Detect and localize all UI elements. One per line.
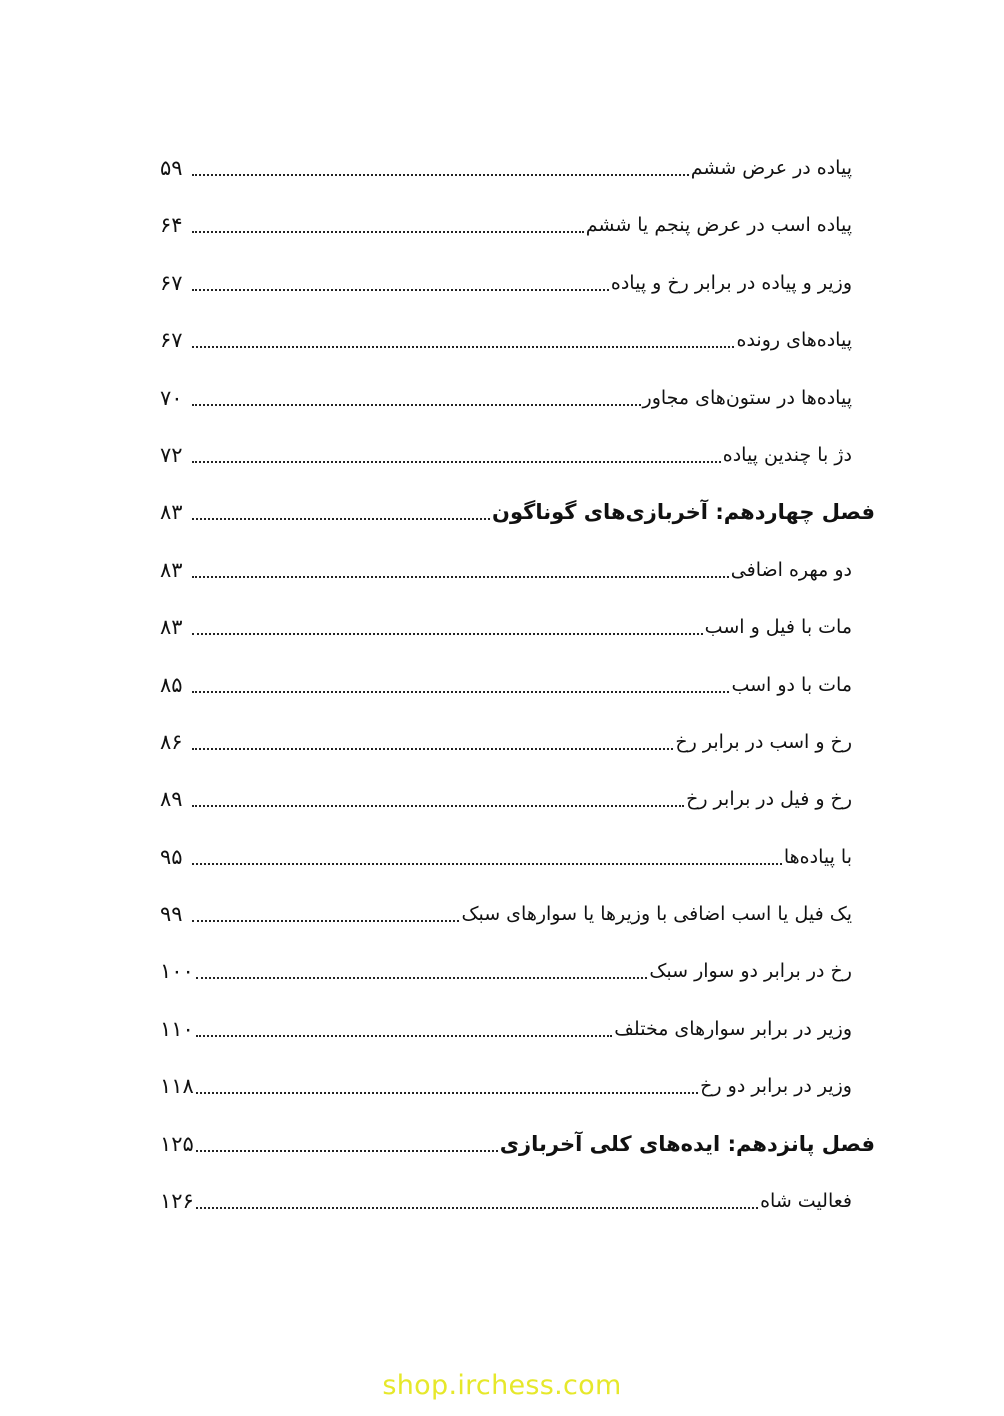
dot-leader (192, 837, 782, 877)
toc-page-number: ۸۳ (160, 557, 183, 582)
dot-leader (192, 148, 689, 188)
toc-page-number: ۱۱۸ (160, 1074, 194, 1099)
dot-leader (192, 205, 584, 245)
toc-entry[interactable] (160, 837, 875, 894)
toc-entry[interactable] (160, 665, 875, 722)
dot-leader (196, 1009, 612, 1049)
dot-leader (196, 951, 648, 991)
toc-page-number: ۸۵ (160, 672, 183, 697)
dot-leader (192, 665, 729, 705)
dot-leader (196, 1181, 758, 1221)
toc-entry[interactable] (160, 378, 875, 435)
dot-leader (192, 492, 490, 532)
toc-entry-title: با پیاده‌ها (783, 845, 852, 868)
toc-entry-title: پیاده در عرض ششم (690, 157, 852, 179)
toc-entry[interactable] (160, 779, 875, 836)
toc-entry-title: رخ و اسب در برابر رخ (675, 730, 852, 753)
dot-leader (192, 607, 703, 647)
toc-entry-title: دژ با چندین پیاده (722, 443, 852, 466)
dot-leader (192, 435, 721, 475)
toc-page-number: ۶۴ (160, 213, 183, 238)
toc-entry-title: دو مهره اضافی (730, 558, 852, 581)
dot-leader (192, 263, 609, 303)
toc-entry[interactable] (160, 722, 875, 779)
toc-entry-title: مات با فیل و اسب (704, 616, 852, 639)
toc-entry-title: پیاده‌های رونده (736, 329, 852, 352)
toc-page-number: ۱۲۵ (160, 1131, 194, 1156)
toc-entry[interactable] (160, 951, 875, 1008)
toc-page-number: ۸۶ (160, 729, 183, 754)
toc-page-number: ۷۲ (160, 442, 183, 467)
toc-entry[interactable] (160, 894, 875, 951)
toc-page-number: ۶۷ (160, 328, 183, 353)
dot-leader (192, 550, 729, 590)
toc-entry[interactable] (160, 1066, 875, 1123)
toc-entry[interactable] (160, 263, 875, 320)
toc-page-number: ۷۰ (160, 385, 183, 410)
toc-chapter-title: فصل چهاردهم: آخربازی‌های گوناگون (492, 500, 875, 525)
dot-leader (196, 1066, 698, 1106)
toc-entry-title: فعالیت شاه (760, 1190, 852, 1213)
toc-entry-title: وزیر در برابر دو رخ (700, 1075, 852, 1098)
toc-entry-title: رخ و فیل در برابر رخ (686, 788, 852, 811)
toc-entry-title: وزیر و پیاده در برابر رخ و پیاده (610, 271, 852, 294)
toc-entry[interactable] (160, 550, 875, 607)
toc-entry[interactable] (160, 320, 875, 377)
toc-entry[interactable] (160, 1009, 875, 1066)
toc-page-number: ۸۹ (160, 787, 183, 812)
toc-entry[interactable] (160, 607, 875, 664)
toc-entry[interactable] (160, 148, 875, 205)
toc-page-number: ۶۷ (160, 270, 183, 295)
toc-page-number: ۹۹ (160, 902, 183, 927)
toc-entry[interactable] (160, 205, 875, 262)
dot-leader (192, 779, 684, 819)
toc-page-number: ۵۹ (160, 156, 183, 180)
watermark-link: shop.irchess.com (382, 1370, 622, 1401)
dot-leader (192, 378, 641, 418)
toc-chapter-heading[interactable] (160, 1124, 875, 1181)
dot-leader (196, 1124, 498, 1164)
dot-leader (192, 722, 673, 762)
dot-leader (192, 320, 734, 360)
toc-entry[interactable] (160, 1181, 875, 1238)
toc-chapter-heading[interactable] (160, 492, 875, 549)
toc-page-number: ۱۲۶ (160, 1189, 194, 1214)
toc-page-number: ۸۳ (160, 615, 183, 640)
dot-leader (192, 894, 459, 934)
toc-entry[interactable] (160, 435, 875, 492)
toc-chapter-title: فصل پانزدهم: ایده‌های کلی آخربازی (499, 1131, 875, 1156)
toc-page-number: ۱۱۰ (160, 1016, 194, 1041)
toc-page-number: ۹۵ (160, 844, 183, 869)
toc-entry-title: پیاده‌ها در ستون‌های مجاور (642, 386, 852, 409)
toc-entry-title: مات با دو اسب (731, 673, 852, 696)
toc-page-number: ۱۰۰ (160, 959, 194, 984)
toc-page-number: ۸۳ (160, 500, 183, 525)
toc-entry-title: وزیر در برابر سوارهای مختلف (614, 1017, 852, 1040)
toc-entry-title: پیاده اسب در عرض پنجم یا ششم (585, 214, 852, 237)
table-of-contents (160, 148, 875, 1238)
toc-entry-title: رخ در برابر دو سوار سبک (649, 960, 852, 983)
toc-entry-title: یک فیل یا اسب اضافی با وزیرها یا سوارهای سبک (461, 903, 852, 926)
